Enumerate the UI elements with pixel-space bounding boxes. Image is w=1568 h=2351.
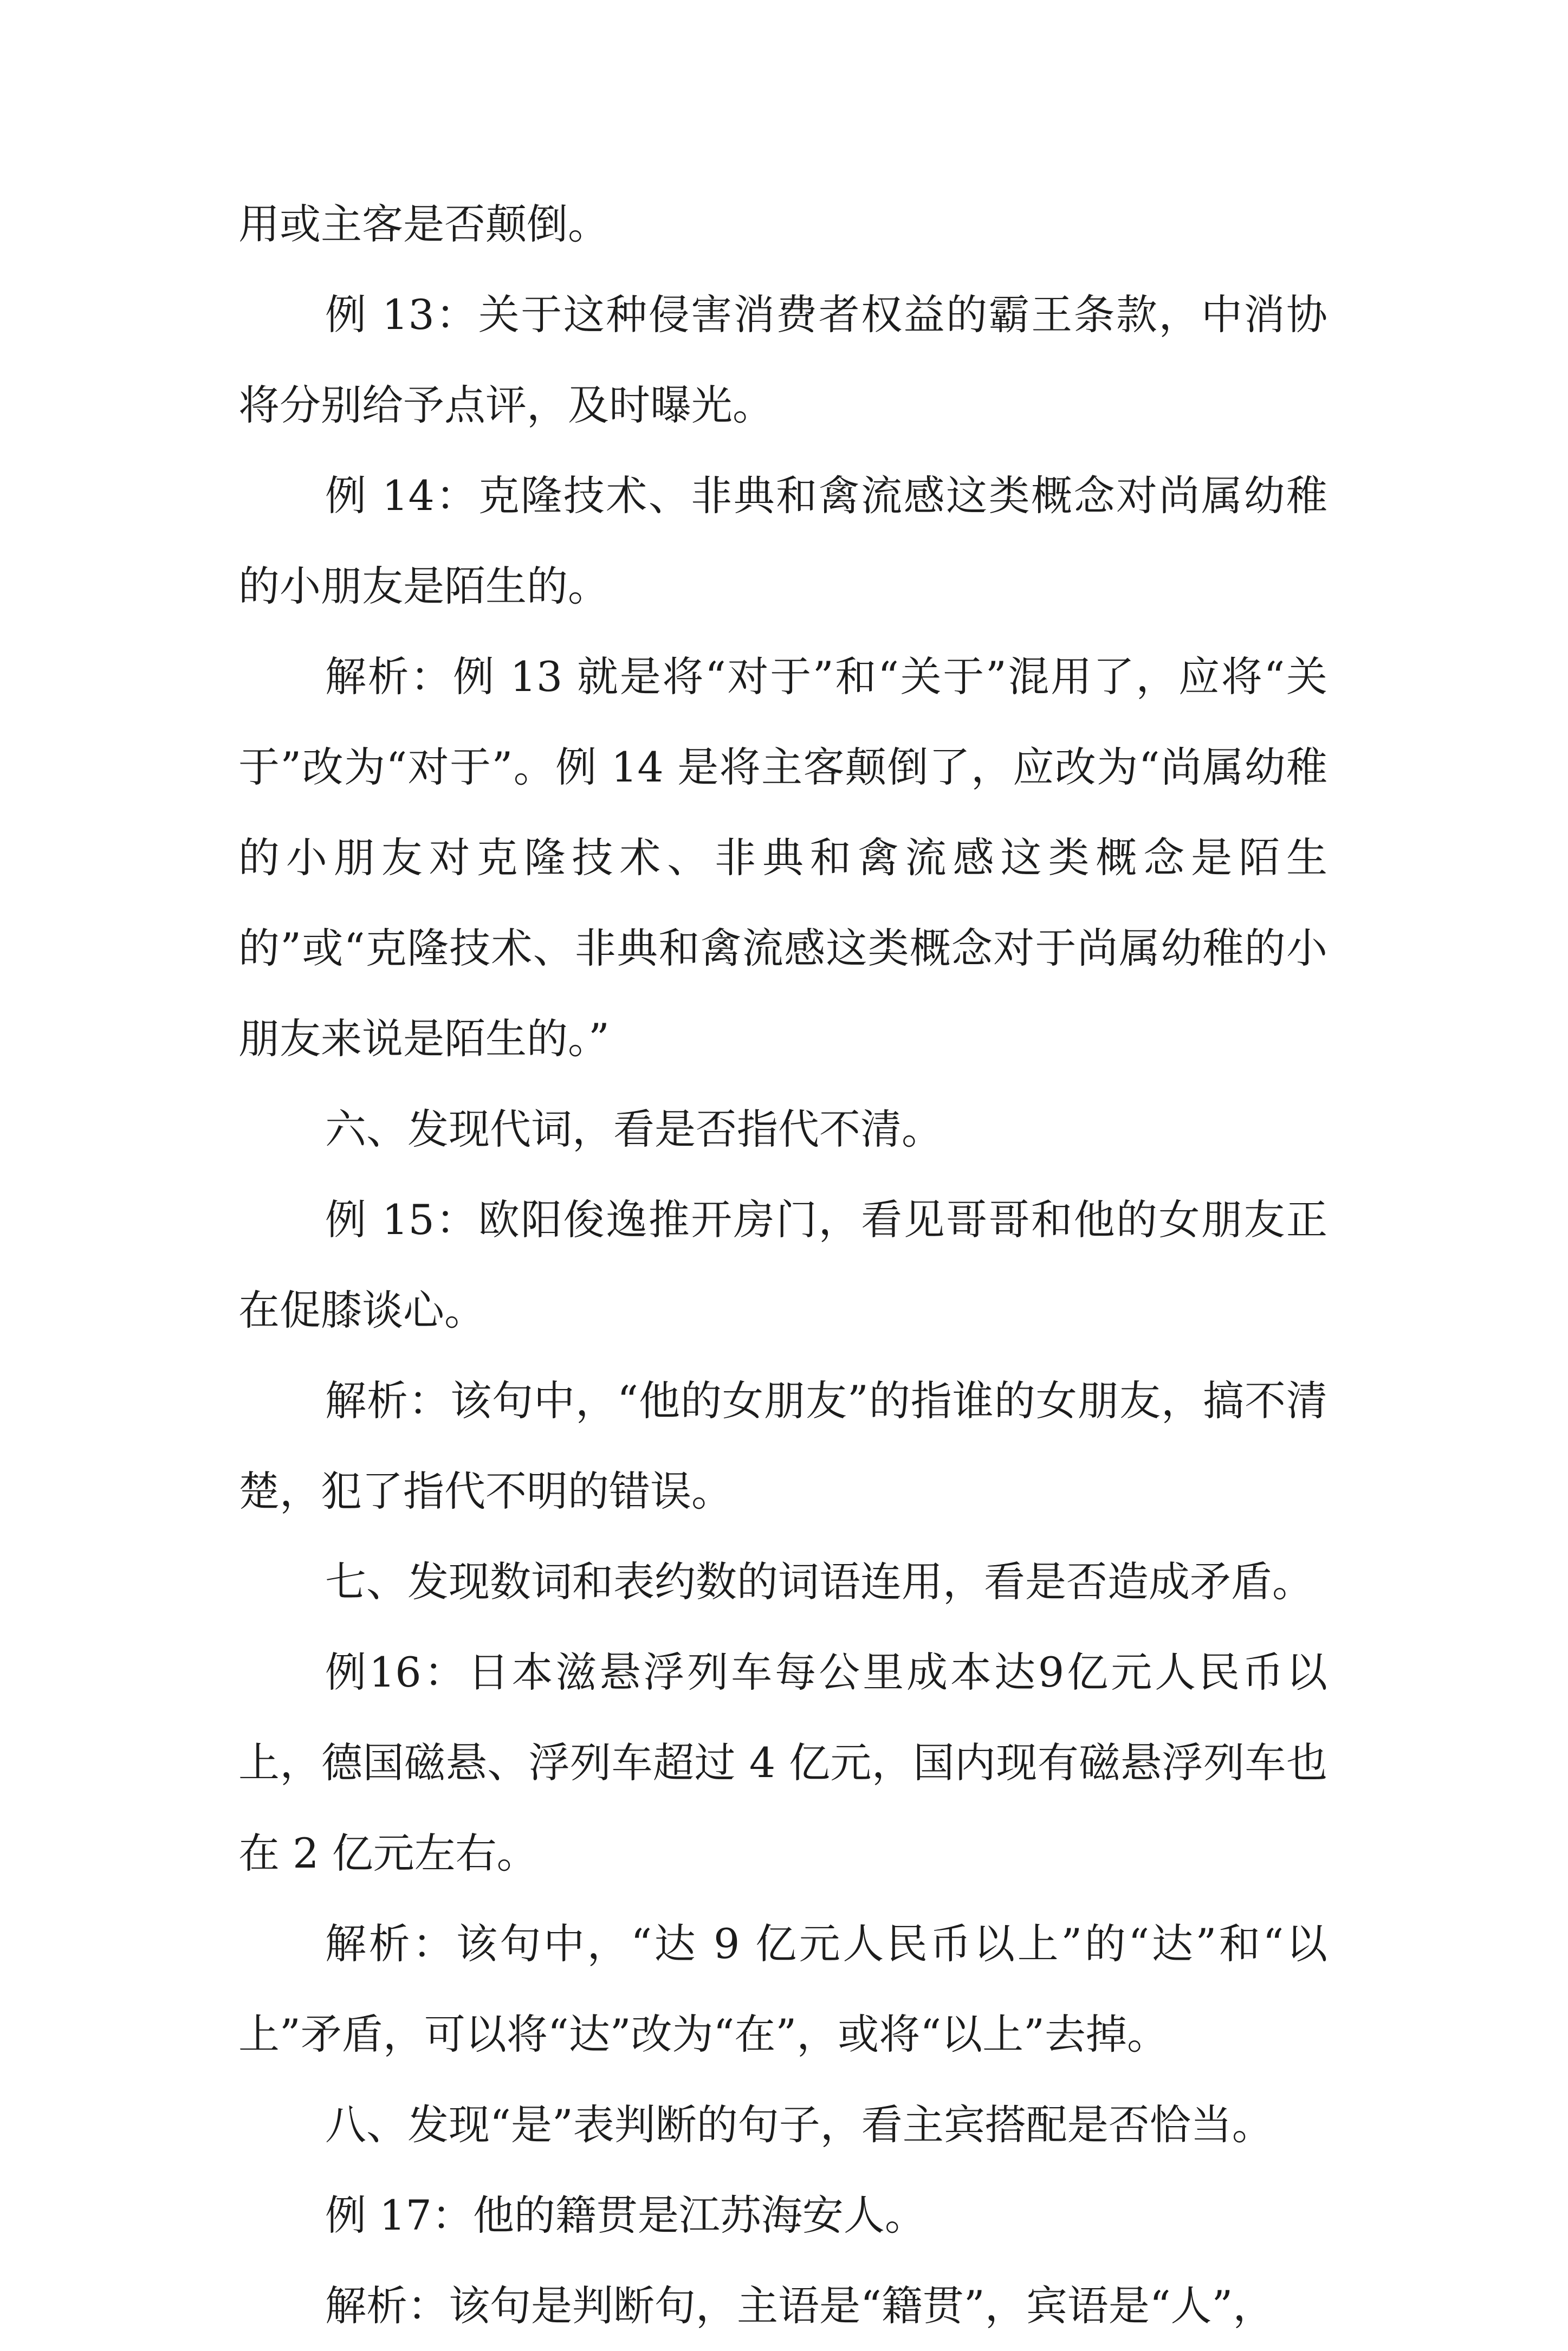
paragraph: 六、发现代词，看是否指代不清。 xyxy=(325,1105,943,1153)
paragraph: 用或主客是否颠倒。 xyxy=(238,200,609,248)
paragraph: 例16：日本滋悬浮列车每公里成本达9亿元人民币以上，德国磁悬、浮列车超过 4 亿元，国内现有磁悬浮列车也在 2 亿元左右。 xyxy=(238,1648,1327,1877)
paragraph: 七、发现数词和表约数的词语连用，看是否造成矛盾。 xyxy=(325,1558,1313,1606)
paragraph: 例 17：他的籍贯是江苏海安人。 xyxy=(325,2191,926,2239)
paragraph: 八、发现“是”表判断的句子，看主宾搭配是否恰当。 xyxy=(325,2101,1273,2149)
paragraph: 例 15：欧阳俊逸推开房门，看见哥哥和他的女朋友正在促膝谈心。 xyxy=(238,1196,1327,1334)
paragraph: 例 14：克隆技术、非典和禽流感这类概念对尚属幼稚的小朋友是陌生的。 xyxy=(238,472,1327,610)
paragraph: 解析：该句是判断句，主语是“籍贯”，宾语是“人”， xyxy=(325,2282,1274,2330)
paragraph: 解析：该句中，“他的女朋友”的指谁的女朋友，搞不清楚，犯了指代不明的错误。 xyxy=(238,1377,1327,1515)
paragraph: 例 13：关于这种侵害消费者权益的霸王条款，中消协将分别给予点评，及时曝光。 xyxy=(238,290,1327,429)
paragraph: 解析：该句中，“达 9 亿元人民币以上”的“达”和“以上”矛盾，可以将“达”改为“在”，或将“以上”去掉。 xyxy=(238,1920,1327,2058)
text-column xyxy=(238,179,1327,2351)
paragraph: 解析：例 13 就是将“对于”和“关于”混用了，应将“关于”改为“对于”。例 14 是将主客颠倒了，应改为“尚属幼稚的小朋友对克隆技术、非典和禽流感这类概念是陌生的”或“克隆技术、非典和禽流感这类概念对于尚属幼稚的小朋友来说是陌生的。” xyxy=(238,653,1327,1063)
